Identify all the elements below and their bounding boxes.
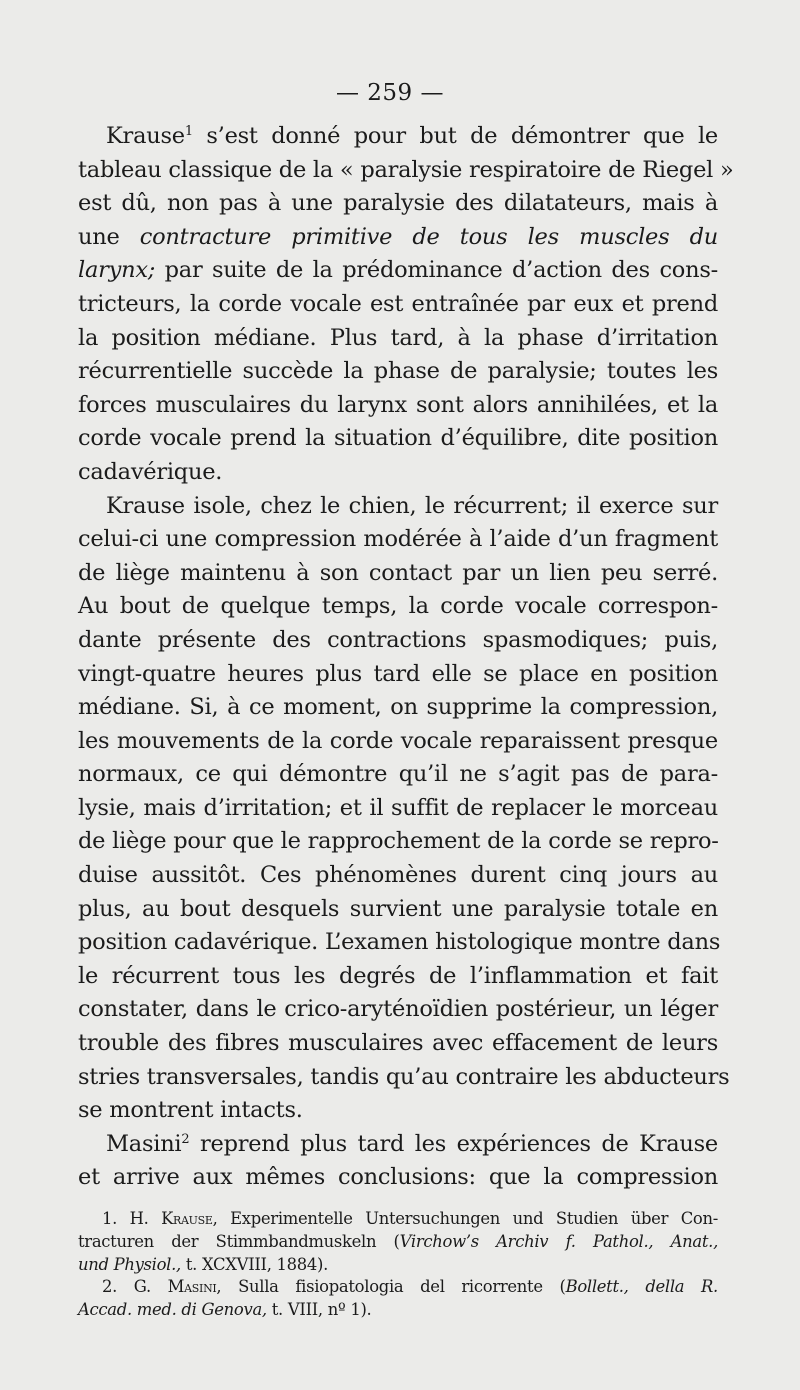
text-line: tableau classique de la « paralysie respiratoire de Riegel » [78,156,734,183]
text-line: duise aussitôt. Ces phénomènes durent cinq jours au [78,862,718,889]
text-line: celui-ci une compression modérée à l’aide d’un fragment [78,526,718,553]
text-line: se montrent intacts. [78,1097,303,1124]
text-line: et arrive aux mêmes conclusions: que la compression [78,1164,718,1191]
text-line: est dû, non pas à une paralysie des dilatateurs, mais à [78,190,718,217]
text-line: récurrentielle succède la phase de paralysie; toutes les [78,358,718,385]
text-line: corde vocale prend la situation d’équilibre, dite position [78,425,718,452]
text-line: Au bout de quelque temps, la corde vocale correspon- [78,593,718,620]
italic-text: Virchow’s Archiv f. Pathol., Anat., [399,1231,718,1251]
footnote-2-line: Accad. med. di Genova, t. VIII, nº 1). [78,1300,372,1320]
text-line: forces musculaires du larynx sont alors annihilées, et la [78,391,718,418]
text-line: de liège maintenu à son contact par un lien peu serré. [78,559,718,586]
text-line: les mouvements de la corde vocale reparaissent presque [78,727,718,754]
italic-text: Accad. med. di Genova, [78,1300,267,1320]
italic-text: larynx; [78,257,156,284]
body-text [78,120,734,1195]
text-line: trouble des fibres musculaires avec effacement de leurs [78,1030,718,1057]
text-line: de liège pour que le rapprochement de la corde se repro- [78,828,719,855]
footnote-author: Krause, [161,1209,218,1228]
text-line: normaux, ce qui démontre qu’il ne s’agit pas de para- [78,761,718,788]
text-line: cadavérique. [78,458,223,485]
footnote-1-line: und Physiol., t. XCXVIII, 1884). [78,1254,329,1274]
text-line: la position médiane. Plus tard, à la phase d’irritation [78,324,718,351]
text-line: Masini$^2$ reprend plus tard les expériences de Krause [106,1130,718,1157]
text-line: stries transversales, tandis qu’au contraire les abducteurs [78,1063,730,1090]
author-name: Masini [106,1130,182,1157]
italic-text: und Physiol., [78,1254,181,1274]
author-name: Krause [106,123,185,149]
text-line: le récurrent tous les degrés de l’inflammation et fait [78,962,718,989]
text-line: une contracture primitive de tous les muscles du [78,223,718,250]
italic-text: Bollett., della R. [565,1277,718,1297]
text-line: Krause isole, chez le chien, le récurrent; il exerce sur [106,492,718,519]
text-line: larynx; par suite de la prédominance d’action des cons- [78,257,718,284]
text-line: Krause$^1$ s’est donné pour but de démontrer que le [106,123,718,149]
text-line: dante présente des contractions spasmodiques; puis, [78,626,718,653]
footnote-2: 2. G. Masini, Sulla fisiopatologia del ricorrente (Bollett., della R. [102,1277,718,1297]
text-line: plus, au bout desquels survient une paralysie totale en [78,895,718,922]
text-line: médiane. Si, à ce moment, on supprime la compression, [78,694,718,721]
footnote-author: Masini, [167,1277,222,1297]
text-line: vingt-quatre heures plus tard elle se place en position [78,660,718,687]
text-line: lysie, mais d’irritation; et il suffit de replacer le morceau [78,794,718,821]
footnotes [78,1208,718,1322]
text-line: tricteurs, la corde vocale est entraînée par eux et prend [78,290,718,317]
footnote-1-line: tracturen der Stimmbandmuskeln (Virchow’s Archiv f. Pathol., Anat., [78,1231,718,1251]
footnote-1: 1. H. Krause, Experimentelle Untersuchungen und Studien über Con- [102,1209,718,1228]
page-number: — 259 — [335,80,445,106]
text-line: position cadavérique. L’examen histologique montre dans [78,929,721,956]
footnote-mark: 2 [181,1131,190,1147]
italic-text: contracture primitive de tous les muscles du [139,223,718,250]
footnote-mark: 1 [184,124,193,139]
text-line: constater, dans le crico-aryténoïdien postérieur, un léger [78,996,718,1023]
